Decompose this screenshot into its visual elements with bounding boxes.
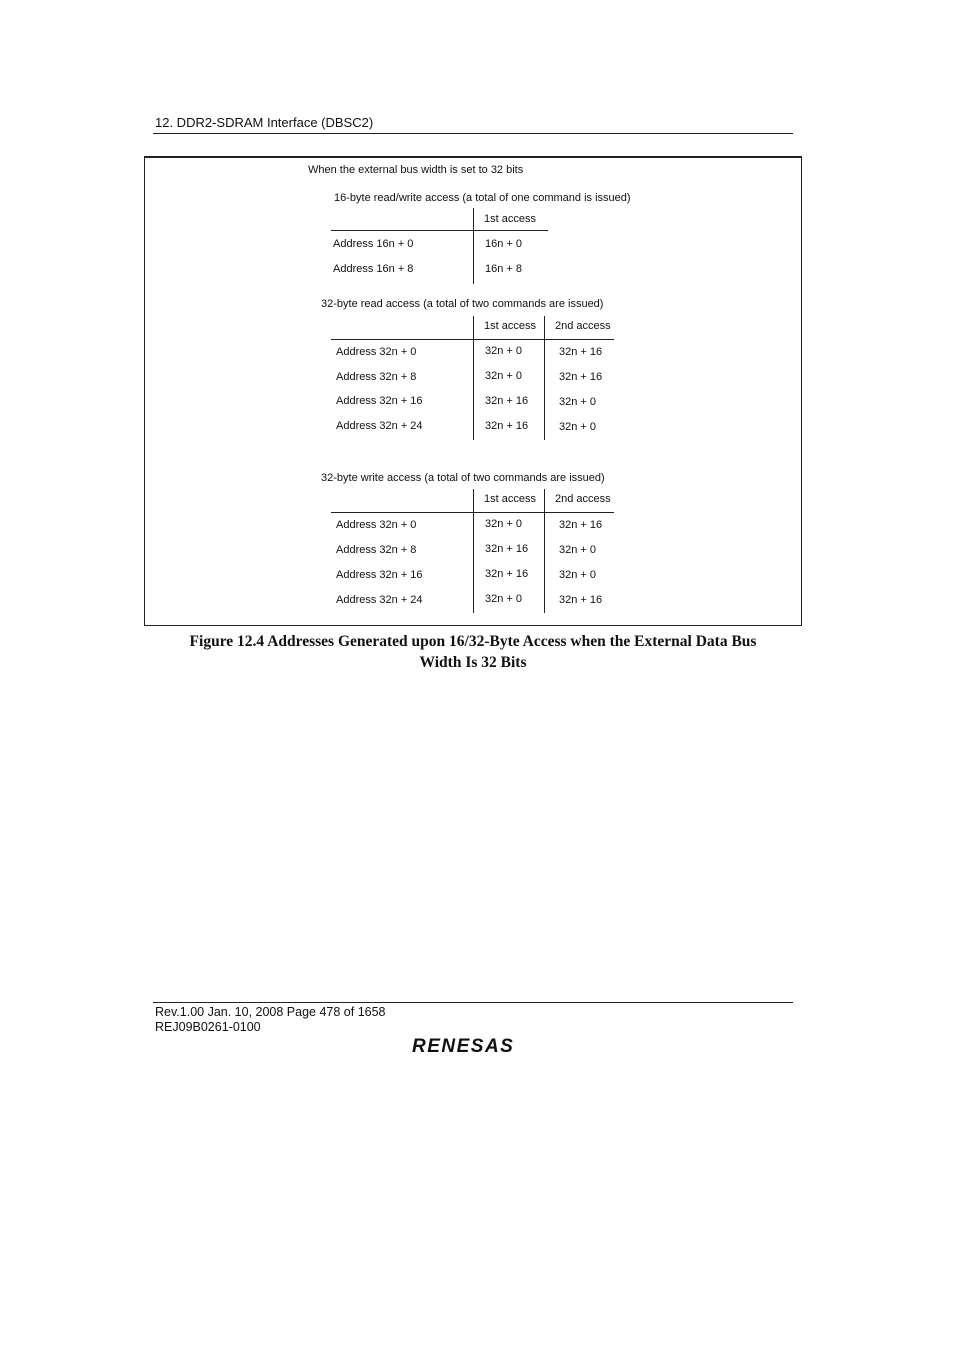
table32r-cell-second: 32n + 16	[559, 346, 603, 358]
table32w-column-divider	[544, 489, 545, 613]
table32w-col2-header: 2nd access	[555, 493, 611, 505]
table16-cell-first: 16n + 8	[485, 263, 523, 275]
table32w-row-label: Address 32n + 16	[336, 569, 423, 581]
table32w-cell-first: 32n + 16	[485, 568, 529, 580]
table32w-row-label: Address 32n + 8	[336, 544, 417, 556]
table32r-column-divider	[473, 316, 474, 440]
table16-header-rule	[331, 230, 548, 231]
table16-cell-first: 16n + 0	[485, 238, 523, 250]
table32r-cell-second: 32n + 0	[559, 421, 597, 433]
section-header: 12. DDR2-SDRAM Interface (DBSC2)	[155, 115, 374, 130]
table32r-cell-second: 32n + 16	[559, 371, 603, 383]
table32w-cell-second: 32n + 0	[559, 544, 597, 556]
table32r-row-label: Address 32n + 16	[336, 395, 423, 407]
table32w-cell-second: 32n + 16	[559, 519, 603, 531]
table16-col1-header: 1st access	[484, 213, 536, 225]
table32r-cell-first: 32n + 0	[485, 345, 523, 357]
renesas-logo	[410, 1033, 534, 1057]
figure-caption	[144, 631, 802, 673]
table32r-cell-second: 32n + 0	[559, 396, 597, 408]
table32w-cell-first: 32n + 16	[485, 543, 529, 555]
figure-caption-line1: Figure 12.4 Addresses Generated upon 16/32-Byte Access when the External Data Bus	[189, 633, 757, 650]
footer-doc-number: REJ09B0261-0100	[155, 1020, 261, 1034]
table32w-col1-header: 1st access	[484, 493, 536, 505]
table32r-title: 32-byte read access (a total of two commands are issued)	[321, 298, 604, 310]
table32w-row-label: Address 32n + 0	[336, 519, 417, 531]
table32r-cell-first: 32n + 16	[485, 395, 529, 407]
footer-revision: Rev.1.00 Jan. 10, 2008 Page 478 of 1658	[155, 1005, 386, 1019]
table32r-cell-first: 32n + 0	[485, 370, 523, 382]
table32r-row-label: Address 32n + 8	[336, 371, 417, 383]
renesas-logo-text: RENESAS	[412, 1036, 515, 1057]
figure-caption-line2: Width Is 32 Bits	[419, 654, 527, 671]
table32r-col2-header: 2nd access	[555, 320, 611, 332]
footer-divider	[153, 1002, 793, 1003]
table32r-row-label: Address 32n + 0	[336, 346, 417, 358]
table16-column-divider	[473, 208, 474, 284]
table32r-cell-first: 32n + 16	[485, 420, 529, 432]
table32w-column-divider	[473, 489, 474, 613]
table16-row-label: Address 16n + 8	[333, 263, 414, 275]
table32w-cell-first: 32n + 0	[485, 593, 523, 605]
table32w-cell-second: 32n + 16	[559, 594, 603, 606]
table32w-cell-first: 32n + 0	[485, 518, 523, 530]
table32w-row-label: Address 32n + 24	[336, 594, 423, 606]
table32r-column-divider	[544, 316, 545, 440]
table32w-cell-second: 32n + 0	[559, 569, 597, 581]
table32w-title: 32-byte write access (a total of two commands are issued)	[321, 472, 605, 484]
figure-condition: When the external bus width is set to 32 bits	[308, 164, 524, 176]
table32r-row-label: Address 32n + 24	[336, 420, 423, 432]
table16-row-label: Address 16n + 0	[333, 238, 414, 250]
header-divider	[153, 133, 793, 134]
table32r-col1-header: 1st access	[484, 320, 536, 332]
table16-title: 16-byte read/write access (a total of one command is issued)	[334, 192, 631, 204]
